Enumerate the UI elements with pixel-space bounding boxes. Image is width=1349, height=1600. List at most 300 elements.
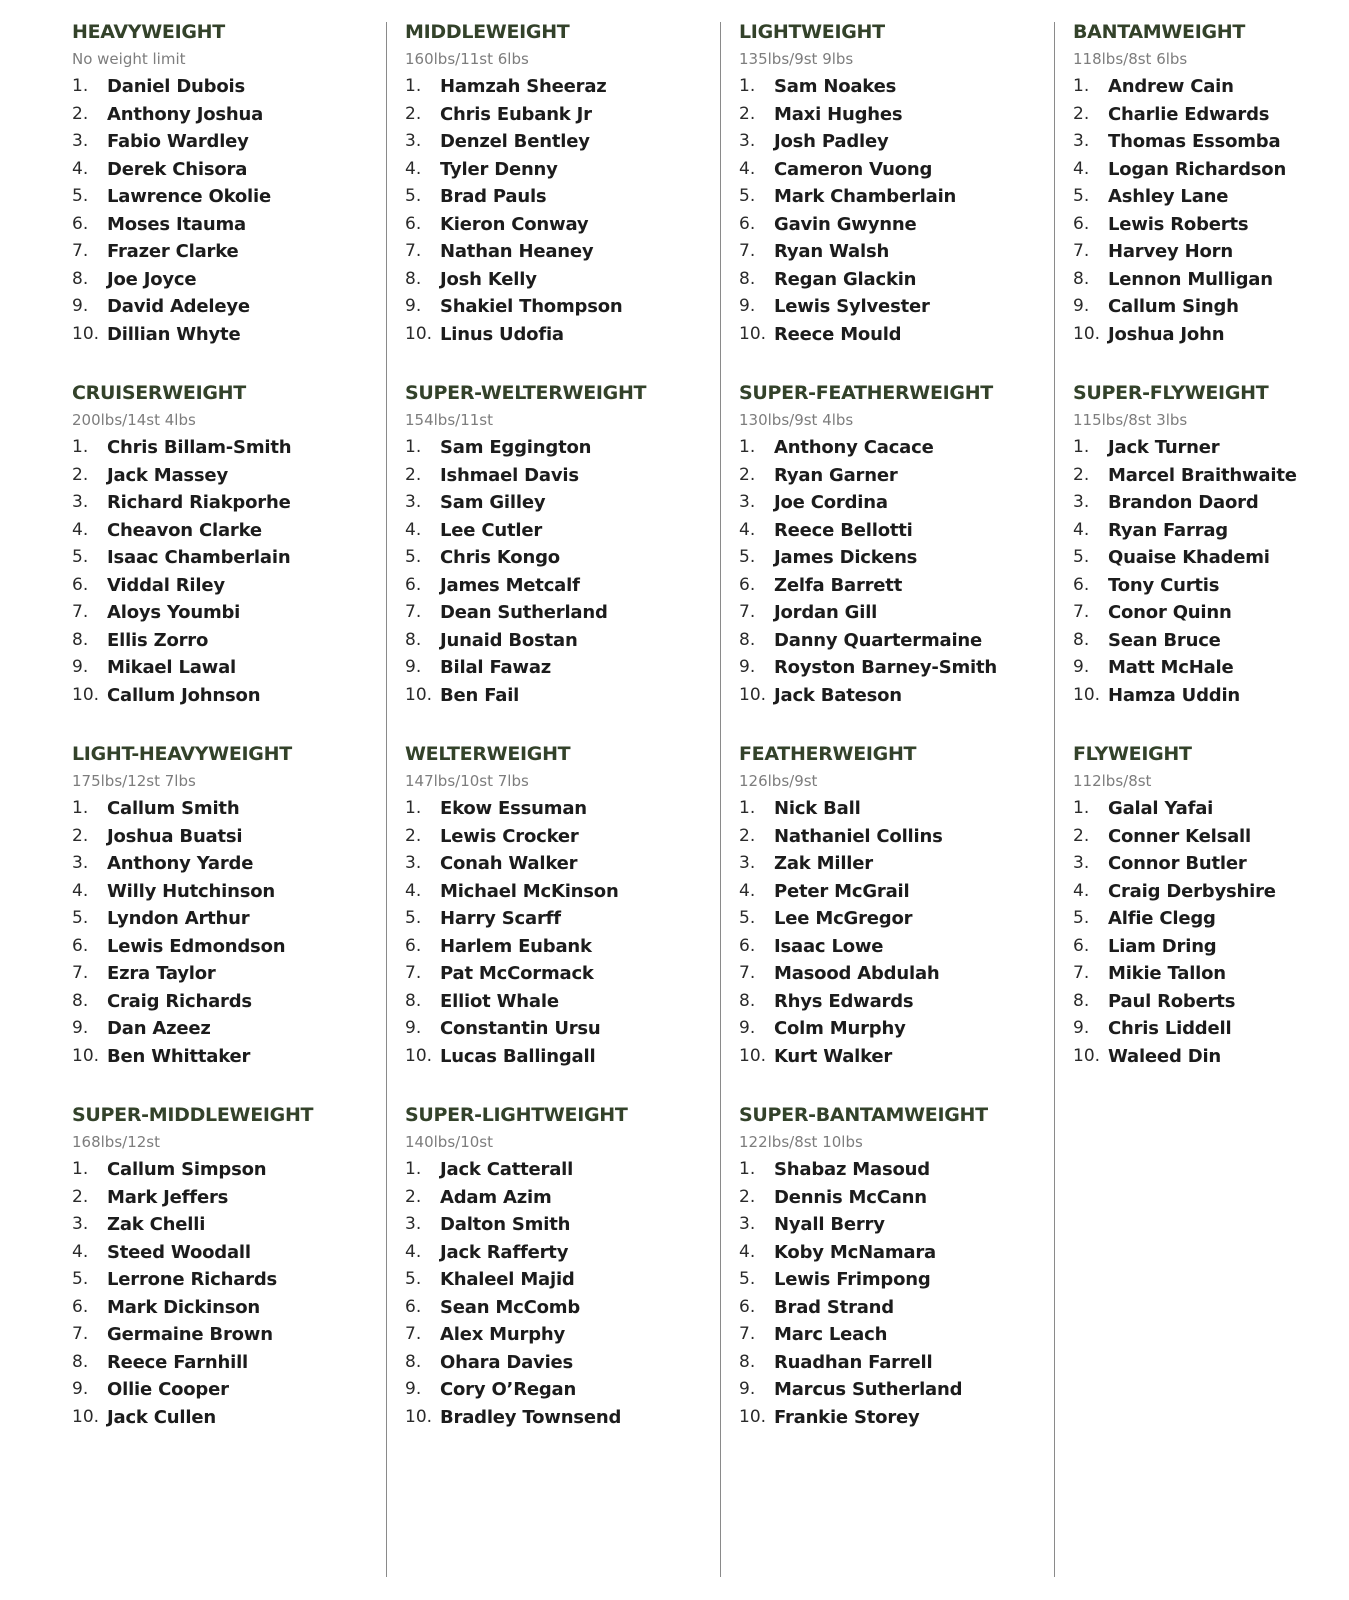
weight-limit: 147lbs/10st 7lbs	[405, 772, 529, 790]
fighter-row	[739, 1043, 1055, 1071]
fighter-rank: 5.	[405, 547, 422, 567]
fighter-name: Ryan Garner	[774, 464, 898, 486]
fighter-row	[1073, 682, 1349, 710]
fighter-name: Koby McNamara	[774, 1241, 937, 1263]
fighter-row	[405, 572, 721, 600]
fighter-row	[1073, 627, 1349, 655]
fighter-name: Dean Sutherland	[440, 602, 608, 623]
fighter-row	[739, 1156, 1055, 1184]
fighter-rank: 2.	[1073, 103, 1090, 124]
fighter-rank: 1.	[1073, 76, 1090, 96]
fighter-row	[739, 238, 1055, 266]
weight-division	[739, 1102, 1055, 1463]
fighter-rank: 7.	[739, 963, 756, 983]
fighter-row	[739, 489, 1055, 517]
fighter-name: Jack Massey	[107, 464, 228, 486]
fighter-row	[739, 599, 1055, 627]
weight-division	[1073, 19, 1349, 380]
fighter-rank: 5.	[72, 186, 89, 206]
rankings-column	[387, 0, 721, 1600]
fighter-row	[72, 988, 387, 1016]
fighter-name: Jack Catterall	[440, 1159, 574, 1180]
fighter-name: Anthony Cacace	[774, 437, 934, 458]
fighter-name: Harlem Eubank	[440, 935, 592, 957]
rankings-column	[721, 0, 1055, 1600]
fighter-row	[405, 101, 721, 129]
fighter-name: Chris Eubank Jr	[440, 103, 592, 125]
fighter-rank: 7.	[72, 241, 89, 261]
fighter-row	[405, 850, 721, 878]
weight-limit: 154lbs/11st	[405, 411, 493, 429]
fighter-rank: 5.	[1073, 547, 1090, 567]
fighter-name: Sean Bruce	[1108, 629, 1221, 651]
fighter-row	[739, 1376, 1055, 1404]
fighter-name: Bilal Fawaz	[440, 657, 552, 678]
weight-limit: 115lbs/8st 3lbs	[1073, 411, 1188, 429]
fighter-name: Fabio Wardley	[107, 131, 249, 152]
fighter-name: Marc Leach	[774, 1324, 888, 1345]
fighter-rank: 9.	[72, 1018, 89, 1038]
weight-limit: No weight limit	[72, 50, 186, 68]
fighter-rank: 8.	[405, 1351, 422, 1372]
fighter-row	[72, 960, 387, 988]
fighter-rank: 6.	[405, 213, 422, 234]
fighter-name: Bradley Townsend	[440, 1406, 622, 1428]
fighter-name: Nathaniel Collins	[774, 825, 943, 847]
fighter-list	[739, 73, 1055, 348]
fighter-row	[72, 266, 387, 294]
fighter-row	[72, 627, 387, 655]
weight-limit: 122lbs/8st 10lbs	[739, 1133, 863, 1151]
fighter-name: Frankie Storey	[774, 1406, 920, 1428]
fighter-row	[1073, 266, 1349, 294]
division-title: LIGHTWEIGHT	[739, 21, 885, 43]
fighter-row	[1073, 489, 1349, 517]
fighter-name: Khaleel Majid	[440, 1269, 575, 1290]
fighter-rank: 10.	[72, 323, 100, 344]
fighter-row	[72, 462, 387, 490]
fighter-row	[1073, 73, 1349, 101]
fighter-name: Sean McComb	[440, 1296, 580, 1318]
division-title: SUPER-LIGHTWEIGHT	[405, 1104, 628, 1126]
fighter-name: Ishmael Davis	[440, 464, 579, 486]
fighter-name: Cory O’Regan	[440, 1379, 577, 1400]
fighter-name: Denzel Bentley	[440, 131, 590, 152]
fighter-rank: 7.	[1073, 963, 1090, 983]
fighter-list	[405, 795, 721, 1070]
fighter-name: Junaid Bostan	[440, 629, 578, 651]
fighter-name: Craig Richards	[107, 990, 252, 1012]
fighter-rank: 1.	[405, 798, 422, 818]
fighter-row	[739, 933, 1055, 961]
fighter-row	[72, 933, 387, 961]
fighter-name: Nick Ball	[774, 798, 861, 819]
fighter-rank: 9.	[405, 1018, 422, 1038]
fighter-rank: 9.	[739, 1018, 756, 1038]
fighter-name: Colm Murphy	[774, 1018, 906, 1039]
fighter-name: Nyall Berry	[774, 1214, 885, 1235]
fighter-rank: 5.	[1073, 186, 1090, 206]
division-title: SUPER-FEATHERWEIGHT	[739, 382, 993, 404]
fighter-rank: 4.	[1073, 880, 1090, 901]
fighter-row	[1073, 321, 1349, 349]
fighter-row	[1073, 1015, 1349, 1043]
fighter-row	[739, 73, 1055, 101]
weight-division	[72, 19, 387, 380]
fighter-rank: 9.	[1073, 1018, 1090, 1038]
fighter-name: Harvey Horn	[1108, 241, 1233, 262]
fighter-name: Zak Miller	[774, 853, 873, 874]
fighter-row	[405, 1294, 721, 1322]
fighter-rank: 1.	[405, 437, 422, 457]
fighter-row	[739, 960, 1055, 988]
fighter-rank: 4.	[72, 880, 89, 901]
fighter-rank: 4.	[405, 519, 422, 540]
fighter-rank: 10.	[72, 1045, 100, 1066]
division-title: FLYWEIGHT	[1073, 743, 1192, 765]
fighter-rank: 4.	[72, 158, 89, 179]
fighter-row	[72, 1349, 387, 1377]
fighter-row	[739, 321, 1055, 349]
fighter-row	[1073, 128, 1349, 156]
fighter-rank: 10.	[1073, 323, 1101, 344]
fighter-row	[1073, 933, 1349, 961]
fighter-row	[72, 795, 387, 823]
fighter-name: Sam Gilley	[440, 492, 546, 513]
fighter-row	[72, 73, 387, 101]
fighter-rank: 8.	[739, 629, 756, 650]
fighter-name: Alex Murphy	[440, 1324, 566, 1345]
fighter-row	[72, 544, 387, 572]
fighter-rank: 3.	[72, 131, 89, 151]
fighter-rank: 1.	[72, 76, 89, 96]
fighter-rank: 6.	[405, 1296, 422, 1317]
fighter-row	[72, 211, 387, 239]
fighter-name: Cheavon Clarke	[107, 519, 262, 541]
fighter-name: Ryan Walsh	[774, 241, 890, 262]
fighter-row	[739, 128, 1055, 156]
fighter-name: Ezra Taylor	[107, 963, 216, 984]
fighter-rank: 3.	[72, 492, 89, 512]
fighter-row	[739, 266, 1055, 294]
fighter-rank: 7.	[72, 963, 89, 983]
fighter-rank: 8.	[405, 629, 422, 650]
fighter-name: Callum Singh	[1108, 296, 1239, 317]
fighter-name: Jack Turner	[1108, 437, 1220, 458]
fighter-rank: 9.	[739, 296, 756, 316]
fighter-name: Conor Quinn	[1108, 602, 1232, 623]
fighter-row	[405, 1404, 721, 1432]
fighter-row	[72, 878, 387, 906]
fighter-row	[739, 823, 1055, 851]
fighter-rank: 4.	[405, 880, 422, 901]
fighter-row	[739, 682, 1055, 710]
fighter-row	[739, 434, 1055, 462]
fighter-row	[72, 850, 387, 878]
fighter-name: Lewis Edmondson	[107, 935, 286, 957]
weight-limit: 135lbs/9st 9lbs	[739, 50, 854, 68]
fighter-rank: 8.	[739, 990, 756, 1011]
fighter-row	[1073, 599, 1349, 627]
fighter-row	[739, 293, 1055, 321]
fighter-row	[405, 988, 721, 1016]
fighter-row	[405, 1043, 721, 1071]
fighter-row	[405, 183, 721, 211]
weight-division	[1073, 741, 1349, 1102]
fighter-name: Tony Curtis	[1108, 574, 1220, 596]
fighter-name: Ryan Farrag	[1108, 519, 1228, 541]
fighter-row	[405, 1349, 721, 1377]
weight-limit: 126lbs/9st	[739, 772, 818, 790]
fighter-rank: 9.	[405, 657, 422, 677]
fighter-rank: 5.	[739, 547, 756, 567]
fighter-row	[405, 266, 721, 294]
fighter-name: Harry Scarff	[440, 908, 561, 929]
fighter-name: Alfie Clegg	[1108, 908, 1216, 929]
fighter-rank: 10.	[739, 323, 767, 344]
fighter-name: Lyndon Arthur	[107, 908, 250, 929]
fighter-name: Ben Fail	[440, 684, 520, 706]
fighter-row	[739, 654, 1055, 682]
fighter-rank: 9.	[739, 657, 756, 677]
fighter-row	[739, 905, 1055, 933]
fighter-row	[405, 905, 721, 933]
fighter-name: Marcus Sutherland	[774, 1379, 963, 1400]
fighter-name: Callum Simpson	[107, 1159, 267, 1180]
fighter-name: Ashley Lane	[1108, 186, 1229, 207]
fighter-name: Aloys Youmbi	[107, 602, 241, 623]
fighter-name: Steed Woodall	[107, 1241, 251, 1263]
fighter-name: Paul Roberts	[1108, 990, 1236, 1012]
fighter-name: Chris Liddell	[1108, 1018, 1232, 1039]
fighter-name: Jack Rafferty	[440, 1241, 569, 1263]
fighter-rank: 9.	[739, 1379, 756, 1399]
fighter-row	[739, 1266, 1055, 1294]
fighter-name: Craig Derbyshire	[1108, 880, 1276, 902]
fighter-name: Josh Kelly	[440, 268, 537, 290]
division-title: SUPER-FLYWEIGHT	[1073, 382, 1269, 404]
fighter-row	[739, 1184, 1055, 1212]
fighter-rank: 6.	[72, 1296, 89, 1317]
fighter-row	[739, 1404, 1055, 1432]
fighter-rank: 10.	[72, 684, 100, 705]
fighter-row	[72, 238, 387, 266]
fighter-rank: 4.	[739, 1241, 756, 1262]
fighter-list	[72, 434, 387, 709]
weight-limit: 200lbs/14st 4lbs	[72, 411, 196, 429]
fighter-name: Ohara Davies	[440, 1351, 574, 1373]
fighter-name: Galal Yafai	[1108, 798, 1214, 819]
fighter-rank: 3.	[739, 1214, 756, 1234]
fighter-rank: 4.	[739, 519, 756, 540]
fighter-row	[72, 1266, 387, 1294]
fighter-name: Isaac Chamberlain	[107, 547, 291, 568]
fighter-name: Charlie Edwards	[1108, 103, 1270, 125]
fighter-name: Moses Itauma	[107, 213, 246, 235]
fighter-name: Jack Cullen	[107, 1406, 216, 1428]
fighter-rank: 2.	[739, 464, 756, 485]
fighter-row	[739, 1239, 1055, 1267]
fighter-rank: 1.	[405, 76, 422, 96]
fighter-rank: 8.	[72, 268, 89, 289]
fighter-name: Brad Pauls	[440, 186, 547, 207]
fighter-rank: 10.	[739, 1406, 767, 1427]
fighter-name: Lawrence Okolie	[107, 186, 271, 207]
fighter-row	[405, 682, 721, 710]
fighter-rank: 7.	[405, 963, 422, 983]
fighter-rank: 9.	[72, 1379, 89, 1399]
fighter-name: James Metcalf	[440, 574, 580, 596]
fighter-row	[1073, 878, 1349, 906]
fighter-row	[72, 1184, 387, 1212]
fighter-row	[72, 572, 387, 600]
fighter-name: Michael McKinson	[440, 880, 619, 902]
fighter-name: Brad Strand	[774, 1296, 894, 1318]
fighter-rank: 6.	[739, 213, 756, 234]
fighter-list	[405, 73, 721, 348]
fighter-rank: 8.	[1073, 990, 1090, 1011]
division-title: BANTAMWEIGHT	[1073, 21, 1246, 43]
fighter-row	[72, 1015, 387, 1043]
fighter-rank: 6.	[1073, 935, 1090, 956]
fighter-rank: 5.	[72, 1269, 89, 1289]
fighter-name: Joe Cordina	[774, 492, 888, 513]
fighter-rank: 10.	[739, 684, 767, 705]
weight-division	[1073, 380, 1349, 741]
fighter-name: Andrew Cain	[1108, 76, 1234, 97]
fighter-row	[739, 156, 1055, 184]
fighter-name: Lee McGregor	[774, 908, 913, 929]
fighter-name: Mark Dickinson	[107, 1296, 261, 1318]
division-title: SUPER-WELTERWEIGHT	[405, 382, 647, 404]
fighter-list	[405, 1156, 721, 1431]
fighter-list	[739, 795, 1055, 1070]
fighter-rank: 1.	[72, 437, 89, 457]
fighter-rank: 3.	[405, 492, 422, 512]
fighter-rank: 2.	[72, 1186, 89, 1207]
fighter-row	[72, 293, 387, 321]
fighter-row	[405, 211, 721, 239]
fighter-rank: 7.	[739, 602, 756, 622]
division-title: CRUISERWEIGHT	[72, 382, 246, 404]
fighter-rank: 3.	[1073, 492, 1090, 512]
fighter-name: Joshua John	[1108, 323, 1225, 345]
fighter-rank: 8.	[405, 268, 422, 289]
weight-division	[739, 741, 1055, 1102]
weight-limit: 175lbs/12st 7lbs	[72, 772, 196, 790]
fighter-name: Lewis Frimpong	[774, 1269, 931, 1290]
fighter-name: Matt McHale	[1108, 657, 1234, 678]
fighter-name: Josh Padley	[774, 131, 889, 152]
weight-division	[405, 380, 721, 741]
fighter-rank: 3.	[72, 1214, 89, 1234]
fighter-row	[72, 128, 387, 156]
fighter-rank: 3.	[739, 492, 756, 512]
fighter-name: Constantin Ursu	[440, 1018, 601, 1039]
fighter-name: Frazer Clarke	[107, 241, 239, 262]
fighter-rank: 3.	[405, 853, 422, 873]
fighter-row	[739, 988, 1055, 1016]
fighter-rank: 4.	[739, 880, 756, 901]
fighter-rank: 7.	[72, 602, 89, 622]
fighter-name: Mikie Tallon	[1108, 963, 1226, 984]
fighter-row	[405, 238, 721, 266]
fighter-rank: 2.	[739, 825, 756, 846]
fighter-name: Anthony Joshua	[107, 103, 264, 125]
fighter-rank: 2.	[1073, 825, 1090, 846]
fighter-rank: 4.	[405, 158, 422, 179]
fighter-row	[739, 795, 1055, 823]
weight-limit: 160lbs/11st 6lbs	[405, 50, 529, 68]
fighter-rank: 6.	[739, 1296, 756, 1317]
fighter-rank: 8.	[72, 1351, 89, 1372]
fighter-name: Tyler Denny	[440, 158, 558, 180]
fighter-list	[72, 1156, 387, 1431]
division-title: LIGHT-HEAVYWEIGHT	[72, 743, 292, 765]
fighter-row	[405, 128, 721, 156]
fighter-name: Royston Barney-Smith	[774, 657, 998, 678]
fighter-rank: 9.	[405, 1379, 422, 1399]
fighter-rank: 9.	[72, 296, 89, 316]
fighter-name: Reece Farnhill	[107, 1351, 249, 1373]
weight-division	[72, 741, 387, 1102]
fighter-rank: 1.	[1073, 437, 1090, 457]
fighter-name: Zak Chelli	[107, 1214, 206, 1235]
fighter-row	[1073, 517, 1349, 545]
fighter-rank: 5.	[72, 908, 89, 928]
fighter-rank: 8.	[405, 990, 422, 1011]
fighter-row	[405, 1211, 721, 1239]
fighter-rank: 4.	[739, 158, 756, 179]
rankings-column	[1055, 0, 1349, 1600]
fighter-name: Rhys Edwards	[774, 990, 914, 1012]
fighter-rank: 7.	[72, 1324, 89, 1344]
fighter-name: Regan Glackin	[774, 268, 917, 290]
fighter-rank: 8.	[739, 1351, 756, 1372]
fighter-row	[72, 1239, 387, 1267]
fighter-name: Kurt Walker	[774, 1045, 893, 1067]
weight-division	[72, 1102, 387, 1463]
fighter-row	[1073, 905, 1349, 933]
fighter-name: Dillian Whyte	[107, 323, 241, 345]
fighter-name: Joe Joyce	[107, 268, 197, 290]
fighter-rank: 3.	[72, 853, 89, 873]
fighter-row	[1073, 572, 1349, 600]
fighter-rank: 3.	[1073, 131, 1090, 151]
fighter-row	[405, 517, 721, 545]
fighter-rank: 2.	[72, 825, 89, 846]
fighter-name: Lee Cutler	[440, 519, 543, 541]
fighter-rank: 6.	[72, 574, 89, 595]
fighter-row	[739, 572, 1055, 600]
fighter-list	[1073, 795, 1349, 1070]
fighter-rank: 6.	[72, 935, 89, 956]
fighter-rank: 1.	[739, 437, 756, 457]
fighter-rank: 6.	[739, 574, 756, 595]
fighter-name: David Adeleye	[107, 296, 250, 317]
fighter-list	[405, 434, 721, 709]
fighter-name: Viddal Riley	[107, 574, 225, 596]
fighter-rank: 5.	[405, 908, 422, 928]
fighter-row	[72, 1294, 387, 1322]
fighter-row	[739, 544, 1055, 572]
fighter-row	[405, 434, 721, 462]
fighter-rank: 1.	[739, 76, 756, 96]
fighter-name: Mikael Lawal	[107, 657, 237, 678]
fighter-name: Shakiel Thompson	[440, 296, 623, 317]
fighter-rank: 10.	[1073, 684, 1101, 705]
fighter-row	[1073, 293, 1349, 321]
